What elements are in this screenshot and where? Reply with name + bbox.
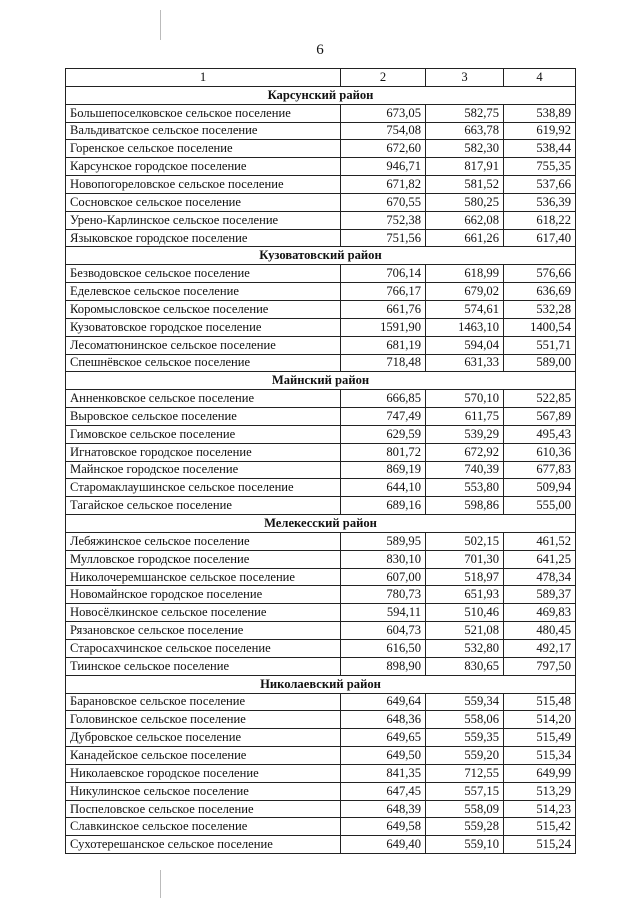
value-col-4: 537,66 [504,176,576,194]
value-col-3: 663,78 [426,122,504,140]
district-row [66,372,576,390]
value-col-2: 649,50 [341,747,426,765]
table-row [66,497,576,515]
value-col-3: 559,35 [426,729,504,747]
column-header-2: 2 [341,69,426,87]
value-col-4: 589,37 [504,586,576,604]
table-row [66,800,576,818]
settlement-name: Выровское сельское поселение [66,408,341,426]
value-col-2: 666,85 [341,390,426,408]
value-col-2: 649,58 [341,818,426,836]
table-row [66,711,576,729]
value-col-3: 712,55 [426,764,504,782]
value-col-2: 607,00 [341,568,426,586]
scan-mark [160,10,161,40]
value-col-2: 671,82 [341,176,426,194]
value-col-4: 514,20 [504,711,576,729]
table-row [66,211,576,229]
settlement-name: Большепоселковское сельское поселение [66,104,341,122]
settlement-name: Коромысловское сельское поселение [66,300,341,318]
district-row [66,86,576,104]
settlement-name: Анненковское сельское поселение [66,390,341,408]
value-col-4: 515,48 [504,693,576,711]
value-col-3: 559,34 [426,693,504,711]
value-col-2: 649,64 [341,693,426,711]
value-col-4: 461,52 [504,532,576,550]
value-col-4: 589,00 [504,354,576,372]
value-col-3: 830,65 [426,657,504,675]
settlement-name: Никулинское сельское поселение [66,782,341,800]
column-header-4: 4 [504,69,576,87]
value-col-3: 559,28 [426,818,504,836]
value-col-3: 631,33 [426,354,504,372]
value-col-3: 662,08 [426,211,504,229]
settlement-name: Головинское сельское поселение [66,711,341,729]
value-col-4: 610,36 [504,443,576,461]
value-col-4: 567,89 [504,408,576,426]
table-row [66,390,576,408]
table-row [66,354,576,372]
table-row [66,604,576,622]
value-col-3: 651,93 [426,586,504,604]
table-row [66,568,576,586]
value-col-2: 647,45 [341,782,426,800]
value-col-4: 522,85 [504,390,576,408]
value-col-2: 649,40 [341,836,426,854]
value-col-4: 480,45 [504,622,576,640]
table-row [66,836,576,854]
value-col-3: 532,80 [426,640,504,658]
value-col-2: 751,56 [341,229,426,247]
value-col-2: 648,36 [341,711,426,729]
value-col-4: 536,39 [504,193,576,211]
value-col-4: 649,99 [504,764,576,782]
settlement-name: Поспеловское сельское поселение [66,800,341,818]
table-row [66,158,576,176]
settlement-name: Майнское городское поселение [66,461,341,479]
value-col-3: 594,04 [426,336,504,354]
settlement-name: Славкинское сельское поселение [66,818,341,836]
value-col-4: 515,49 [504,729,576,747]
value-col-4: 532,28 [504,300,576,318]
value-col-2: 801,72 [341,443,426,461]
value-col-4: 515,34 [504,747,576,765]
value-col-2: 648,39 [341,800,426,818]
value-col-2: 1591,90 [341,318,426,336]
value-col-4: 513,29 [504,782,576,800]
value-col-4: 797,50 [504,657,576,675]
value-col-4: 509,94 [504,479,576,497]
table-row [66,729,576,747]
value-col-4: 492,17 [504,640,576,658]
table-row [66,283,576,301]
value-col-2: 672,60 [341,140,426,158]
value-col-4: 619,92 [504,122,576,140]
value-col-4: 514,23 [504,800,576,818]
value-col-2: 594,11 [341,604,426,622]
value-col-3: 502,15 [426,532,504,550]
table-row [66,443,576,461]
value-col-3: 611,75 [426,408,504,426]
value-col-3: 740,39 [426,461,504,479]
page-number: 6 [316,42,324,58]
table-row [66,693,576,711]
tariff-table [65,68,576,854]
column-header-1: 1 [66,69,341,87]
value-col-3: 574,61 [426,300,504,318]
value-col-2: 766,17 [341,283,426,301]
value-col-3: 582,75 [426,104,504,122]
value-col-2: 718,48 [341,354,426,372]
table-row [66,818,576,836]
header-row [66,69,576,87]
table-row [66,336,576,354]
value-col-2: 670,55 [341,193,426,211]
value-col-2: 589,95 [341,532,426,550]
value-col-2: 681,19 [341,336,426,354]
value-col-2: 629,59 [341,425,426,443]
table-row [66,176,576,194]
table-row [66,640,576,658]
table-body [66,86,576,853]
district-name: Николаевский район [66,675,576,693]
table-row [66,318,576,336]
table-row [66,122,576,140]
value-col-3: 580,25 [426,193,504,211]
value-col-3: 817,91 [426,158,504,176]
table-row [66,479,576,497]
value-col-4: 551,71 [504,336,576,354]
value-col-4: 538,89 [504,104,576,122]
settlement-name: Старомаклаушинское сельское поселение [66,479,341,497]
settlement-name: Рязановское сельское поселение [66,622,341,640]
value-col-3: 558,06 [426,711,504,729]
settlement-name: Тагайское сельское поселение [66,497,341,515]
table-row [66,229,576,247]
value-col-3: 672,92 [426,443,504,461]
settlement-name: Старосахчинское сельское поселение [66,640,341,658]
value-col-3: 518,97 [426,568,504,586]
settlement-name: Языковское городское поселение [66,229,341,247]
value-col-2: 673,05 [341,104,426,122]
table-row [66,104,576,122]
value-col-2: 747,49 [341,408,426,426]
value-col-4: 677,83 [504,461,576,479]
value-col-2: 644,10 [341,479,426,497]
table-header [66,69,576,87]
value-col-2: 616,50 [341,640,426,658]
table-row [66,193,576,211]
column-header-3: 3 [426,69,504,87]
value-col-2: 946,71 [341,158,426,176]
value-col-4: 515,42 [504,818,576,836]
value-col-3: 618,99 [426,265,504,283]
table-row [66,782,576,800]
table-row [66,657,576,675]
value-col-4: 469,83 [504,604,576,622]
settlement-name: Гимовское сельское поселение [66,425,341,443]
settlement-name: Сухотерешанское сельское поселение [66,836,341,854]
value-col-3: 701,30 [426,550,504,568]
table-row [66,140,576,158]
settlement-name: Игнатовское городское поселение [66,443,341,461]
value-col-3: 581,52 [426,176,504,194]
value-col-4: 555,00 [504,497,576,515]
value-col-4: 515,24 [504,836,576,854]
settlement-name: Николаевское городское поселение [66,764,341,782]
settlement-name: Сосновское сельское поселение [66,193,341,211]
table-row [66,461,576,479]
settlement-name: Горенское сельское поселение [66,140,341,158]
settlement-name: Еделевское сельское поселение [66,283,341,301]
district-name: Карсунский район [66,86,576,104]
district-name: Мелекесский район [66,515,576,533]
value-col-2: 830,10 [341,550,426,568]
settlement-name: Барановское сельское поселение [66,693,341,711]
district-row [66,515,576,533]
table-row [66,300,576,318]
value-col-3: 570,10 [426,390,504,408]
table-row [66,408,576,426]
settlement-name: Тиинское сельское поселение [66,657,341,675]
district-row [66,675,576,693]
table-row [66,265,576,283]
settlement-name: Урено-Карлинское сельское поселение [66,211,341,229]
settlement-name: Вальдиватское сельское поселение [66,122,341,140]
value-col-3: 661,26 [426,229,504,247]
table-row [66,550,576,568]
district-name: Майнский район [66,372,576,390]
value-col-3: 559,10 [426,836,504,854]
value-col-4: 755,35 [504,158,576,176]
value-col-4: 1400,54 [504,318,576,336]
value-col-2: 869,19 [341,461,426,479]
value-col-4: 641,25 [504,550,576,568]
value-col-2: 752,38 [341,211,426,229]
settlement-name: Лебяжинское сельское поселение [66,532,341,550]
table-row [66,532,576,550]
value-col-3: 553,80 [426,479,504,497]
settlement-name: Канадейское сельское поселение [66,747,341,765]
district-name: Кузоватовский район [66,247,576,265]
settlement-name: Кузоватовское городское поселение [66,318,341,336]
value-col-4: 538,44 [504,140,576,158]
table-row [66,586,576,604]
settlement-name: Новомайнское городское поселение [66,586,341,604]
settlement-name: Мулловское городское поселение [66,550,341,568]
value-col-4: 495,43 [504,425,576,443]
value-col-2: 689,16 [341,497,426,515]
value-col-3: 558,09 [426,800,504,818]
table-row [66,622,576,640]
value-col-2: 841,35 [341,764,426,782]
table-row [66,764,576,782]
value-col-2: 706,14 [341,265,426,283]
settlement-name: Новопогореловское сельское поселение [66,176,341,194]
district-row [66,247,576,265]
settlement-name: Новосёлкинское сельское поселение [66,604,341,622]
value-col-3: 679,02 [426,283,504,301]
value-col-2: 780,73 [341,586,426,604]
value-col-2: 604,73 [341,622,426,640]
value-col-3: 598,86 [426,497,504,515]
settlement-name: Безводовское сельское поселение [66,265,341,283]
value-col-3: 557,15 [426,782,504,800]
value-col-4: 478,34 [504,568,576,586]
scan-mark [160,870,161,898]
value-col-3: 1463,10 [426,318,504,336]
value-col-3: 539,29 [426,425,504,443]
value-col-4: 636,69 [504,283,576,301]
value-col-4: 617,40 [504,229,576,247]
settlement-name: Дубровское сельское поселение [66,729,341,747]
table-row [66,747,576,765]
value-col-3: 510,46 [426,604,504,622]
settlement-name: Карсунское городское поселение [66,158,341,176]
value-col-3: 521,08 [426,622,504,640]
value-col-2: 649,65 [341,729,426,747]
value-col-2: 661,76 [341,300,426,318]
table-row [66,425,576,443]
value-col-3: 559,20 [426,747,504,765]
value-col-2: 898,90 [341,657,426,675]
value-col-3: 582,30 [426,140,504,158]
settlement-name: Спешнёвское сельское поселение [66,354,341,372]
settlement-name: Николочеремшанское сельское поселение [66,568,341,586]
settlement-name: Лесоматюнинское сельское поселение [66,336,341,354]
value-col-4: 618,22 [504,211,576,229]
value-col-4: 576,66 [504,265,576,283]
value-col-2: 754,08 [341,122,426,140]
